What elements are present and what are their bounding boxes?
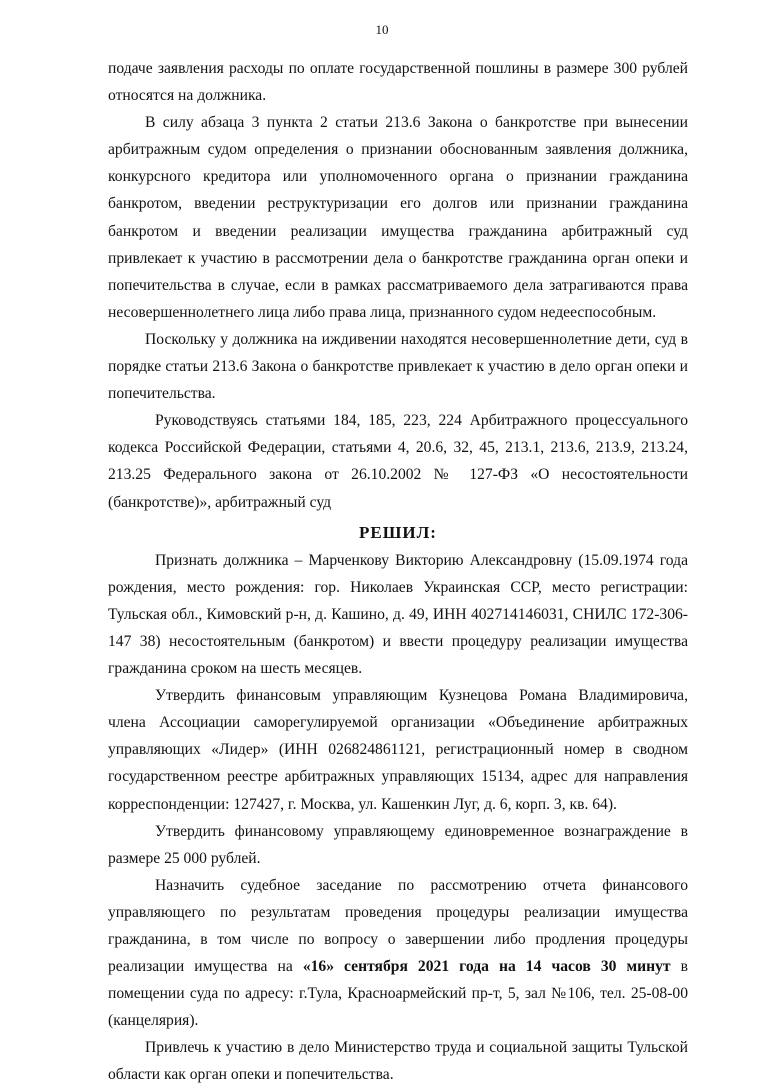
decision-heading: РЕШИЛ:: [359, 522, 437, 542]
paragraph-minor-children: Поскольку у должника на иждивении находятся несовершеннолетние дети, суд в порядке статьи 213.6 Закона о банкротстве привлекает к участию в дело орган опеки и попечительства.: [108, 330, 688, 403]
paragraph-hearing-date: [108, 872, 688, 1035]
paragraph-declare-bankrupt: Признать должника – Марченкову Викторию Александровну (15.09.1974 года рождения, место рождения: гор. Николаев Украинская ССР, место регистрации: Тульская обл., Кимовский р-н, д. Кашино, д. 49, ИНН 402714146031, СНИЛС 172-306-147 38) несостоятельным (банкротом) и ввести процедуру реализации имущества гражданина сроком на шесть месяцев.: [108, 551, 688, 678]
paragraph-legal-basis: Руководствуясь статьями 184, 185, 223, 224 Арбитражного процессуального кодекса Российской Федерации, статьями 4, 20.6, 32, 45, 213.1, 213.6, 213.9, 213.24, 213.25 Федерального закона от 26.10.2002 № 127-ФЗ «О несостоятельности (банкротстве)», арбитражный суд: [108, 412, 688, 511]
hearing-text-start: Назначить судебное заседание по рассмотрению отчета финансового управляющего по результатам проведения процедуры реализации имущества гражданина, в том числе по вопросу о завершении либо продления процедуры реализации имущества на: [108, 876, 688, 976]
paragraph-state-fee: подаче заявления расходы по оплате государственной пошлины в размере 300 рублей относятся на должника.: [108, 60, 688, 105]
paragraph-ministry-involvement: Привлечь к участию в дело Министерство труда и социальной защиты Тульской области как орган опеки и попечительства.: [108, 1039, 688, 1084]
hearing-date-bold: «16» сентября 2021 года на 14 часов 30 минут: [302, 958, 671, 976]
paragraph-appoint-manager: Утвердить финансовым управляющим Кузнецова Романа Владимировича, члена Ассоциации саморегулируемой организации «Объединение арбитражных управляющих «Лидер» (ИНН 026824861121, регистрационный номер в сводном государственном реестре арбитражных управляющих 15134, адрес для направления корреспонденции: 127427, г. Москва, ул. Кашенкин Луг, д. 6, корп. 3, кв. 64).: [108, 687, 688, 813]
paragraph-guardianship-law: В силу абзаца 3 пункта 2 статьи 213.6 Закона о банкротстве при вынесении арбитражным судом определения о признании обоснованным заявления должника, конкурсного кредитора или уполномоченного органа о признании гражданина банкротом, введении реструктуризации его долгов или признании гражданина банкротом и введении реализации имущества гражданина арбитражный суд привлекает к участию в рассмотрении дела о банкротстве гражданина орган опеки и попечительства в случае, если в рамках рассматриваемого дела затрагиваются права несовершеннолетнего лица либо права лица, признанного судом недееспособным.: [108, 114, 688, 321]
paragraph-manager-fee: Утвердить финансовому управляющему единовременное вознаграждение в размере 25 000 рублей.: [108, 822, 688, 867]
page-number: 10: [375, 22, 389, 37]
hearing-text-end: в помещении суда по адресу: г.Тула, Красноармейский пр-т, 5, зал №106, тел. 25-08-00 (канцелярия).: [108, 958, 689, 1030]
document-body: [108, 55, 688, 1089]
